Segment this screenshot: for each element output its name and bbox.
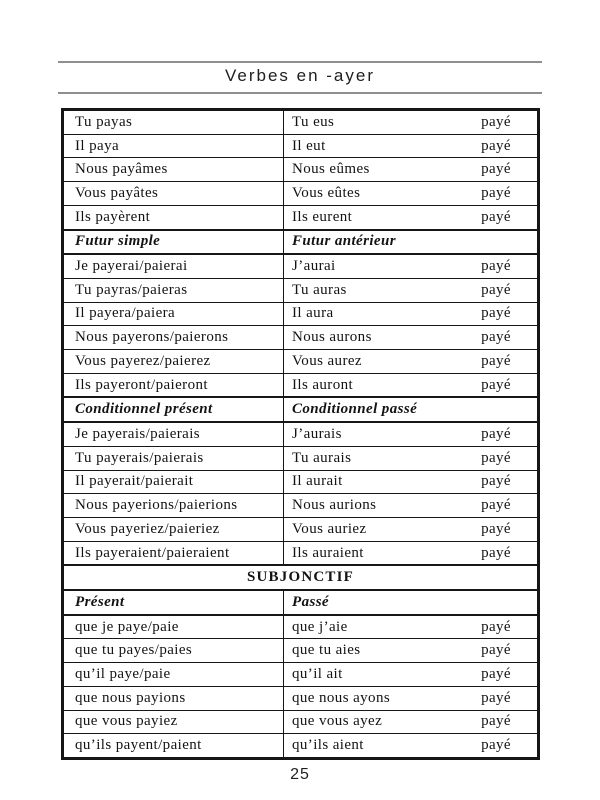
verb-form-simple: Vous payeriez/paieriez bbox=[64, 518, 284, 541]
right-cell bbox=[284, 616, 537, 639]
past-participle: payé bbox=[481, 208, 511, 225]
verb-form-simple: qu’il paye/paie bbox=[64, 663, 284, 686]
right-cell bbox=[284, 135, 537, 158]
verb-form-simple: Vous payâtes bbox=[64, 182, 284, 205]
right-cell bbox=[284, 447, 537, 470]
auxiliary-form: Vous eûtes bbox=[292, 184, 361, 201]
past-participle: payé bbox=[481, 113, 511, 130]
right-cell bbox=[284, 182, 537, 205]
past-participle: payé bbox=[481, 666, 511, 683]
past-participle: payé bbox=[481, 425, 511, 442]
tense-label-right: Passé bbox=[292, 593, 329, 610]
right-cell bbox=[284, 542, 537, 565]
right-cell bbox=[284, 111, 537, 134]
verb-form-simple: Ils payèrent bbox=[64, 206, 284, 229]
tense-label-left: Futur simple bbox=[64, 231, 284, 254]
conjugation-row bbox=[64, 325, 537, 349]
auxiliary-form: que j’aie bbox=[292, 618, 348, 635]
past-participle: payé bbox=[481, 161, 511, 178]
verb-form-simple: Tu payas bbox=[64, 111, 284, 134]
past-participle: payé bbox=[481, 184, 511, 201]
past-participle: payé bbox=[481, 520, 511, 537]
past-participle: payé bbox=[481, 497, 511, 514]
right-cell bbox=[284, 471, 537, 494]
conjugation-row bbox=[64, 181, 537, 205]
auxiliary-form: J’aurais bbox=[292, 425, 342, 442]
tense-label-right: Conditionnel passé bbox=[292, 401, 418, 418]
conjugation-row bbox=[64, 446, 537, 470]
verb-form-simple: Vous payerez/paierez bbox=[64, 350, 284, 373]
right-cell bbox=[284, 326, 537, 349]
auxiliary-form: Vous aurez bbox=[292, 352, 362, 369]
verb-form-simple: Tu payras/paieras bbox=[64, 279, 284, 302]
right-cell bbox=[284, 279, 537, 302]
auxiliary-form: Nous aurions bbox=[292, 497, 377, 514]
verb-form-simple: que nous payions bbox=[64, 687, 284, 710]
conjugation-table bbox=[61, 108, 540, 760]
page-number: 25 bbox=[290, 766, 310, 783]
right-cell bbox=[284, 255, 537, 278]
conjugation-row bbox=[64, 616, 537, 639]
past-participle: payé bbox=[481, 713, 511, 730]
verb-form-simple: Je payerai/paierai bbox=[64, 255, 284, 278]
title-rule-top bbox=[58, 61, 542, 63]
verb-form-simple: que je paye/paie bbox=[64, 616, 284, 639]
past-participle: payé bbox=[481, 329, 511, 346]
conjugation-row bbox=[64, 638, 537, 662]
right-cell bbox=[284, 518, 537, 541]
conjugation-row bbox=[64, 541, 537, 565]
auxiliary-form: Tu eus bbox=[292, 113, 335, 130]
auxiliary-form: que nous ayons bbox=[292, 689, 391, 706]
conjugation-row bbox=[64, 205, 537, 229]
auxiliary-form: Ils auraient bbox=[292, 544, 364, 561]
verb-form-simple: qu’ils payent/paient bbox=[64, 734, 284, 757]
verb-form-simple: Je payerais/paierais bbox=[64, 423, 284, 446]
tense-header-row bbox=[64, 591, 537, 616]
conjugation-row bbox=[64, 157, 537, 181]
past-participle: payé bbox=[481, 473, 511, 490]
conjugation-row bbox=[64, 111, 537, 134]
verb-form-simple: Nous payâmes bbox=[64, 158, 284, 181]
auxiliary-form: Tu auras bbox=[292, 281, 347, 298]
right-cell bbox=[284, 663, 537, 686]
auxiliary-form: Il aurait bbox=[292, 473, 343, 490]
conjugation-row bbox=[64, 423, 537, 446]
conjugation-row bbox=[64, 710, 537, 734]
conjugation-row bbox=[64, 134, 537, 158]
auxiliary-form: qu’ils aient bbox=[292, 737, 364, 754]
verb-form-simple: Nous payerions/paierions bbox=[64, 494, 284, 517]
right-cell bbox=[284, 423, 537, 446]
conjugation-row bbox=[64, 302, 537, 326]
conjugation-row bbox=[64, 470, 537, 494]
right-cell bbox=[284, 591, 537, 614]
right-cell bbox=[284, 350, 537, 373]
past-participle: payé bbox=[481, 258, 511, 275]
conjugation-row bbox=[64, 349, 537, 373]
past-participle: payé bbox=[481, 305, 511, 322]
page-title: Verbes en -ayer bbox=[224, 66, 375, 85]
right-cell bbox=[284, 687, 537, 710]
auxiliary-form: Tu aurais bbox=[292, 449, 352, 466]
mood-header-label: SUBJONCTIF bbox=[246, 569, 355, 586]
past-participle: payé bbox=[481, 352, 511, 369]
past-participle: payé bbox=[481, 137, 511, 154]
right-cell bbox=[284, 494, 537, 517]
past-participle: payé bbox=[481, 618, 511, 635]
verb-form-simple: Il paya bbox=[64, 135, 284, 158]
verb-form-simple: Tu payerais/paierais bbox=[64, 447, 284, 470]
verb-form-simple: que tu payes/paies bbox=[64, 639, 284, 662]
verb-form-simple: Ils payeront/paieront bbox=[64, 374, 284, 397]
auxiliary-form: Ils eurent bbox=[292, 208, 353, 225]
right-cell bbox=[284, 398, 537, 421]
right-cell bbox=[284, 639, 537, 662]
verb-form-simple: Il payera/paiera bbox=[64, 303, 284, 326]
right-cell bbox=[284, 734, 537, 757]
tense-label-right: Futur antérieur bbox=[292, 233, 396, 250]
past-participle: payé bbox=[481, 376, 511, 393]
auxiliary-form: que tu aies bbox=[292, 642, 361, 659]
past-participle: payé bbox=[481, 642, 511, 659]
auxiliary-form: que vous ayez bbox=[292, 713, 383, 730]
tense-header-row bbox=[64, 229, 537, 256]
verb-form-simple: Il payerait/paierait bbox=[64, 471, 284, 494]
auxiliary-form: Ils auront bbox=[292, 376, 354, 393]
right-cell bbox=[284, 206, 537, 229]
right-cell bbox=[284, 158, 537, 181]
auxiliary-form: Nous aurons bbox=[292, 329, 372, 346]
auxiliary-form: Nous eûmes bbox=[292, 161, 370, 178]
tense-header-row bbox=[64, 396, 537, 423]
tense-label-left: Conditionnel présent bbox=[64, 398, 284, 421]
title-rule-bottom bbox=[58, 92, 542, 94]
conjugation-row bbox=[64, 493, 537, 517]
verb-form-simple: Nous payerons/paierons bbox=[64, 326, 284, 349]
past-participle: payé bbox=[481, 281, 511, 298]
auxiliary-form: Vous auriez bbox=[292, 520, 367, 537]
past-participle: payé bbox=[481, 544, 511, 561]
past-participle: payé bbox=[481, 689, 511, 706]
conjugation-row bbox=[64, 517, 537, 541]
mood-header-row bbox=[64, 564, 537, 591]
right-cell bbox=[284, 374, 537, 397]
tense-label-left: Présent bbox=[64, 591, 284, 614]
auxiliary-form: J’aurai bbox=[292, 258, 336, 275]
right-cell bbox=[284, 711, 537, 734]
auxiliary-form: Il eut bbox=[292, 137, 326, 154]
conjugation-row bbox=[64, 373, 537, 397]
past-participle: payé bbox=[481, 737, 511, 754]
conjugation-row bbox=[64, 662, 537, 686]
verb-form-simple: que vous payiez bbox=[64, 711, 284, 734]
conjugation-row bbox=[64, 278, 537, 302]
conjugation-row bbox=[64, 686, 537, 710]
verb-form-simple: Ils payeraient/paieraient bbox=[64, 542, 284, 565]
conjugation-row bbox=[64, 733, 537, 757]
auxiliary-form: qu’il ait bbox=[292, 666, 343, 683]
right-cell bbox=[284, 303, 537, 326]
right-cell bbox=[284, 231, 537, 254]
past-participle: payé bbox=[481, 449, 511, 466]
auxiliary-form: Il aura bbox=[292, 305, 334, 322]
conjugation-row bbox=[64, 255, 537, 278]
